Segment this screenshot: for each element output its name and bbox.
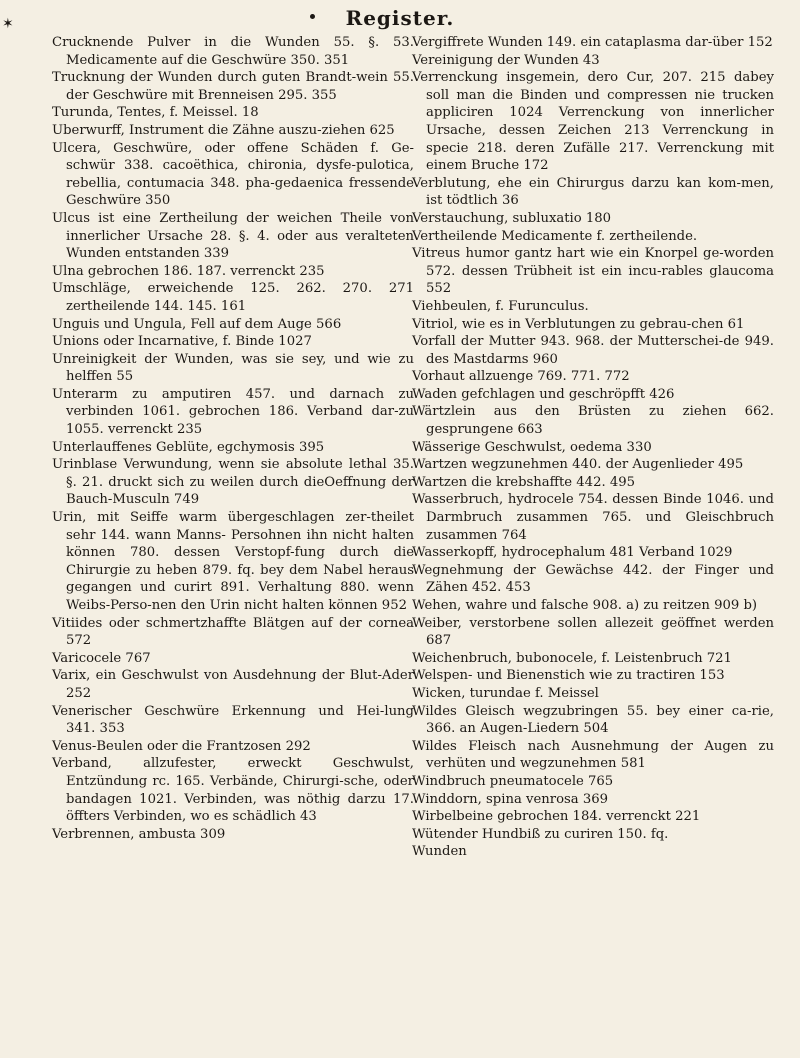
index-entry-text: Wartzen die krebshaffte 442. 495 bbox=[412, 474, 636, 490]
index-entry-text: Winddorn, spina venrosa 369 bbox=[412, 791, 608, 807]
index-entry-left bbox=[52, 615, 414, 650]
index-entry-text: Wildes Gleisch wegzubringen 55. bey einer ca-rie, 366. an Augen-Liedern 504 bbox=[412, 703, 774, 737]
index-entry-text: Vitreus humor gantz hart wie ein Knorpel ge-worden 572. dessen Trübheit ist ein incu-rables glaucoma 552 bbox=[412, 246, 774, 297]
index-entry-text: Unions oder Incarnative, f. Binde 1027 bbox=[52, 334, 312, 350]
index-entry-left bbox=[52, 738, 414, 756]
index-entry-right bbox=[412, 333, 774, 368]
index-entry-right bbox=[412, 843, 774, 861]
index-entry-right bbox=[412, 175, 774, 210]
index-entry-text: Vertheilende Medicamente f. zertheilende. bbox=[412, 228, 698, 244]
index-entry-left bbox=[52, 509, 414, 615]
index-entry-right bbox=[412, 386, 774, 404]
index-entry-right bbox=[412, 245, 774, 298]
index-entry-right bbox=[412, 562, 774, 597]
index-entry-text: Wirbelbeine gebrochen 184. verrenckt 221 bbox=[412, 809, 701, 825]
index-entry-left bbox=[52, 351, 414, 386]
index-entry-text: Wasserkopff, hydrocephalum 481 Verband 1029 bbox=[412, 545, 733, 561]
index-entry-right bbox=[412, 69, 774, 175]
index-entry-text: Vitriol, wie es in Verblutungen zu gebrau-chen 61 bbox=[412, 316, 745, 332]
index-entry-right bbox=[412, 439, 774, 457]
index-entry-right bbox=[412, 544, 774, 562]
index-entry-left bbox=[52, 210, 414, 263]
index-entry-left bbox=[52, 333, 414, 351]
index-entry-text: Weiber, verstorbene sollen allezeit geöffnet werden 687 bbox=[412, 615, 774, 649]
index-entry-right bbox=[412, 210, 774, 228]
index-entry-left bbox=[52, 386, 414, 439]
index-entry-left bbox=[52, 703, 414, 738]
index-entry-right bbox=[412, 738, 774, 773]
index-entry-text: Venus-Beulen oder die Frantzosen 292 bbox=[52, 738, 311, 754]
index-entry-text: Welspen- und Bienenstich wie zu tractiren 153 bbox=[412, 668, 725, 684]
index-entry-left bbox=[52, 456, 414, 509]
index-entry-right bbox=[412, 316, 774, 334]
index-entry-left bbox=[52, 280, 414, 315]
index-entry-left bbox=[52, 34, 414, 69]
index-entry-text: Vereinigung der Wunden 43 bbox=[412, 52, 600, 68]
index-entry-text: Vorhaut allzuenge 769. 771. 772 bbox=[412, 369, 630, 385]
index-entry-left bbox=[52, 316, 414, 334]
index-entry-right bbox=[412, 685, 774, 703]
index-entry-right bbox=[412, 667, 774, 685]
index-entry-left bbox=[52, 439, 414, 457]
index-entry-right bbox=[412, 703, 774, 738]
index-entry-left bbox=[52, 667, 414, 702]
index-entry-text: Vergiffrete Wunden 149. ein cataplasma dar-über 152 bbox=[412, 35, 773, 50]
index-entry-text: Unterarm zu amputiren 457. und darnach zu verbinden 1061. gebrochen 186. Verband dar-zu 1055. verrenckt 235 bbox=[52, 386, 414, 438]
index-entry-text: Turunda, Tentes, f. Meissel. 18 bbox=[52, 105, 259, 121]
index-entry-text: Unguis und Ungula, Fell auf dem Auge 566 bbox=[52, 316, 342, 332]
index-entry-text: Verstauchung, subluxatio 180 bbox=[412, 210, 612, 226]
index-entry-text: Wärtzlein aus den Brüsten zu ziehen 662. gesprungene 663 bbox=[412, 404, 774, 438]
index-entry-text: Venerischer Geschwüre Erkennung und Hei-lung 341. 353 bbox=[52, 703, 414, 737]
index-entry-text: Uberwurff, Instrument die Zähne auszu-ziehen 625 bbox=[52, 122, 395, 138]
index-entry-text: Ulcera, Geschwüre, oder offene Schäden f. Ge-schwür 338. cacoëthica, chironia, dysfe-pulotica, rebellia, contumacia 348. pha-gedaenica fressende Geschwüre 350 bbox=[52, 140, 414, 209]
index-entry-right bbox=[412, 808, 774, 826]
index-entry-text: Wartzen wegzunehmen 440. der Augenlieder 495 bbox=[412, 457, 744, 473]
index-entry-right bbox=[412, 368, 774, 386]
index-entry-right bbox=[412, 474, 774, 492]
index-entry-left bbox=[52, 140, 414, 210]
index-entry-text: Verrenckung insgemein, dero Cur, 207. 215 dabey soll man die Binden und compressen nie trucken appliciren 1024 Verrenckung von innerlicher Ursache, dessen Zeichen 213 Verrenckung in specie 218. deren Zufälle 217. Verrenckung mit einem Bruche 172 bbox=[412, 70, 774, 174]
index-entry-left bbox=[52, 826, 414, 844]
index-entry-text: Unreinigkeit der Wunden, was sie sey, und wie zu helffen 55 bbox=[52, 351, 414, 385]
index-entry-right bbox=[412, 298, 774, 316]
running-head: Register. bbox=[345, 6, 455, 30]
index-entry-left bbox=[52, 104, 414, 122]
index-entry-text: Crucknende Pulver in die Wunden 55. §. 53. Medicamente auf die Geschwüre 350. 351 bbox=[52, 35, 414, 68]
index-entry-text: Vorfall der Mutter 943. 968. der Mutterschei-de 949. des Mastdarms 960 bbox=[412, 334, 774, 367]
index-entry-right bbox=[412, 826, 774, 844]
index-entry-right bbox=[412, 491, 774, 544]
index-entry-text: Unterlauffenes Geblüte, egchymosis 395 bbox=[52, 439, 325, 455]
index-entry-text: Weichenbruch, bubonocele, f. Leistenbruch 721 bbox=[412, 650, 732, 666]
margin-mark: ✶ bbox=[2, 16, 14, 32]
index-entry-text: Wegnehmung der Gewächse 442. der Finger und Zähen 452. 453 bbox=[412, 562, 774, 596]
index-entry-text: Viehbeulen, f. Furunculus. bbox=[412, 298, 589, 314]
index-entry-right bbox=[412, 791, 774, 809]
index-entry-text: Verbrennen, ambusta 309 bbox=[52, 826, 226, 842]
index-entry-text: Umschläge, erweichende 125. 262. 270. 271 zertheilende 144. 145. 161 bbox=[52, 281, 414, 314]
index-entry-text: Wildes Fleisch nach Ausnehmung der Augen zu verhüten und wegzunehmen 581 bbox=[412, 738, 774, 772]
left-column bbox=[52, 34, 414, 843]
index-entry-text: Trucknung der Wunden durch guten Brandt-wein 55. der Geschwüre mit Brenneisen 295. 355 bbox=[52, 70, 414, 103]
index-entry-text: Waden gefchlagen und geschröpfft 426 bbox=[412, 386, 675, 402]
index-entry-right bbox=[412, 773, 774, 791]
index-entry-text: Wehen, wahre und falsche 908. a) zu reitzen 909 b) bbox=[412, 598, 758, 613]
index-entry-text: Varicocele 767 bbox=[52, 650, 151, 666]
index-entry-right bbox=[412, 597, 774, 615]
index-entry-left bbox=[52, 69, 414, 104]
index-entry-text: Ulcus ist eine Zertheilung der weichen Theile von innerlicher Ursache 28. §. 4. oder aus veralteten Wunden entstanden 339 bbox=[52, 210, 414, 262]
index-entry-right bbox=[412, 34, 774, 52]
index-entry-text: Urinblase Verwundung, wenn sie absolute lethal 35. §. 21. druckt sich zu weilen durch dieOeffnung der Bauch-Musculn 749 bbox=[52, 457, 414, 508]
index-entry-right bbox=[412, 52, 774, 70]
right-column bbox=[412, 34, 774, 861]
index-entry-text: Verblutung, ehe ein Chirurgus darzu kan kom-men, ist tödtlich 36 bbox=[412, 175, 774, 209]
index-entry-text: Wässerige Geschwulst, oedema 330 bbox=[412, 439, 652, 455]
index-entry-text: Wicken, turundae f. Meissel bbox=[412, 685, 599, 701]
index-entry-right bbox=[412, 615, 774, 650]
index-entry-left bbox=[52, 650, 414, 668]
index-entry-left bbox=[52, 755, 414, 825]
index-entry-text: Ulna gebrochen 186. 187. verrenckt 235 bbox=[52, 263, 325, 279]
index-entry-text: Wütender Hundbiß zu curiren 150. fq. bbox=[412, 826, 669, 842]
index-entry-text: Urin, mit Seiffe warm übergeschlagen zer-theilet sehr 144. wann Manns- Persohnen ihn nicht halten können 780. dessen Verstopf-fung durch die Chirurgie zu heben 879. fq. bey dem Nabel heraus gegangen und curirt 891. Verhaltung 880. wenn Weibs-Perso-nen den Urin nicht halten können 952 bbox=[52, 510, 414, 613]
index-entry-left bbox=[52, 122, 414, 140]
index-entry-text: Varix, ein Geschwulst von Ausdehnung der Blut-Ader 252 bbox=[52, 668, 414, 701]
index-entry-text: Verband, allzufester, erweckt Geschwulst, Entzündung rc. 165. Verbände, Chirurgi-sche, oder bandagen 1021. Verbinden, was nöthig darzu 17. öffters Verbinden, wo es schädlich 43 bbox=[52, 756, 414, 825]
index-entry-text: Wunden bbox=[412, 844, 467, 860]
index-entry-right bbox=[412, 650, 774, 668]
index-entry-right bbox=[412, 456, 774, 474]
index-entry-text: Windbruch pneumatocele 765 bbox=[412, 773, 614, 789]
index-entry-left bbox=[52, 263, 414, 281]
index-entry-text: Vitiides oder schmertzhaffte Blätgen auf der cornea 572 bbox=[52, 615, 414, 649]
index-entry-text: Wasserbruch, hydrocele 754. dessen Binde 1046. und Darmbruch zusammen 765. und Gleischbruch zusammen 764 bbox=[412, 492, 774, 543]
index-entry-right bbox=[412, 403, 774, 438]
index-entry-right bbox=[412, 228, 774, 246]
